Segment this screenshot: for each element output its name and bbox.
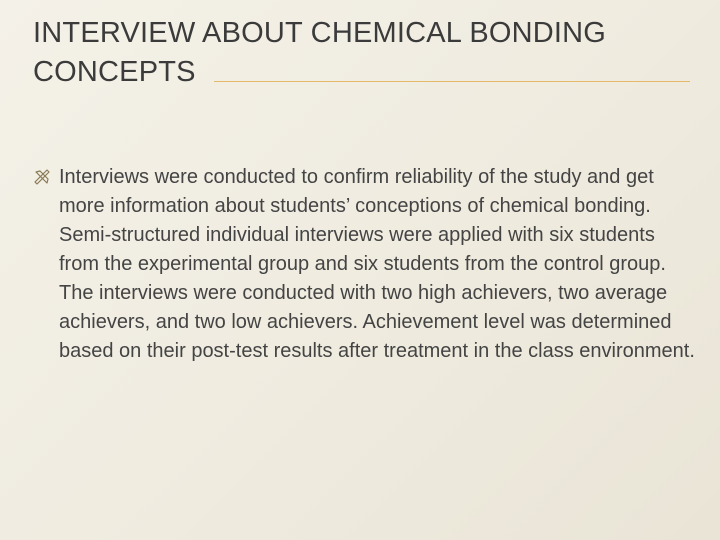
title-underline-rule: [214, 81, 690, 82]
slide-title: INTERVIEW ABOUT CHEMICAL BONDING CONCEPTS: [33, 17, 607, 88]
crossed-ribbon-bullet-icon: [33, 168, 51, 186]
bullet-text-paragraph: Interviews were conducted to confirm reliability of the study and get more information about students’ conceptions of chemical bonding. Semi-structured individual interviews were applied with six students from the experimental group and six students from the control group. The interviews were conducted with two high achievers, two average achievers, and two low achievers. Achievement level was determined based on their post-test results after treatment in the class environment.: [59, 166, 695, 362]
